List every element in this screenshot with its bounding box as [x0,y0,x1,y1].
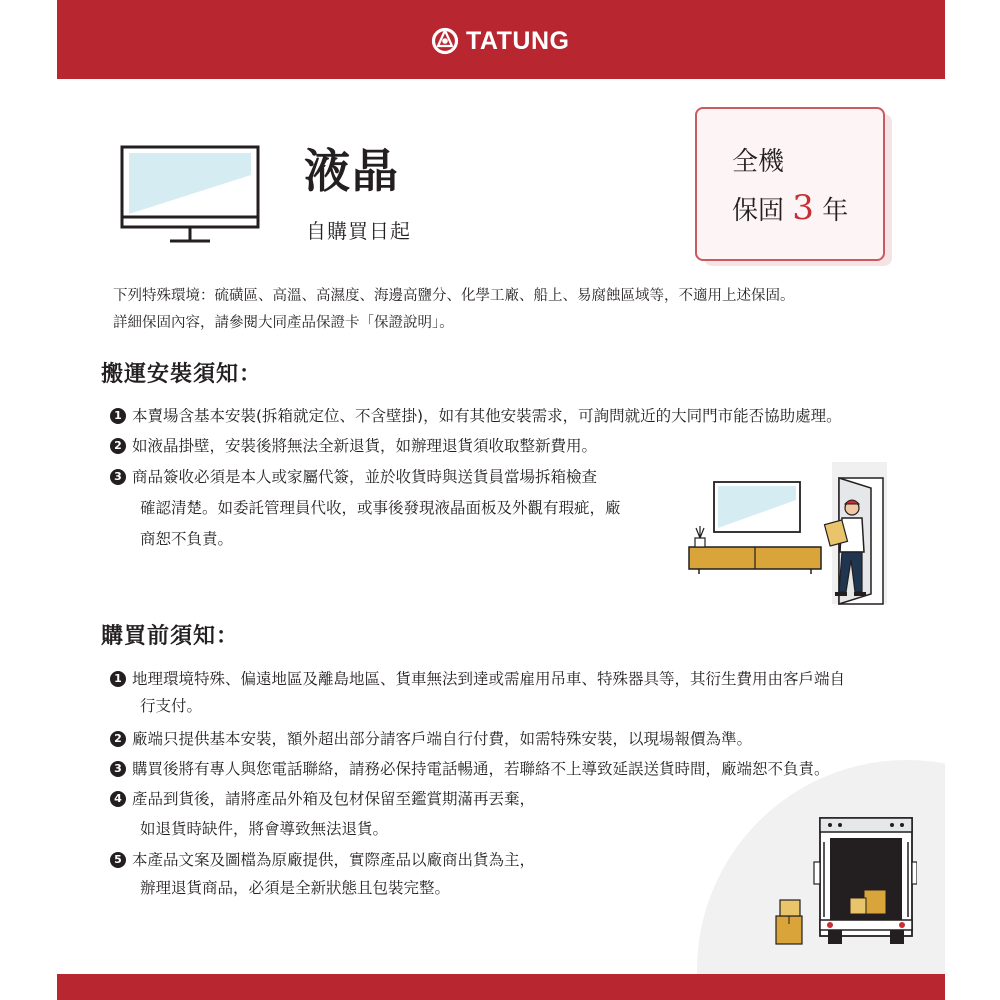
number-badge: 3 [110,761,126,777]
install-item-1-text: 本賣場含基本安裝(拆箱就定位、不含壁掛)，如有其他安裝需求，可詢問就近的大同門市能否協助處理。 [132,407,842,425]
purchase-item-1-text: 地理環境特殊、偏遠地區及離島地區、貨車無法到達或需雇用吊車、特殊器具等，其衍生費用由客戶端自 [132,670,846,688]
install-item-3-text: 商品簽收必須是本人或家屬代簽，並於收貨時與送貨員當場拆箱檢查 [132,468,598,486]
tatung-ring-logo-icon [430,26,460,56]
tv-installation-worker-illustration [687,460,892,608]
brand-name: TATUNG [466,26,570,55]
warranty-years: 3 [792,188,814,228]
footer-bar [57,974,945,1000]
product-title: 液晶 [304,144,400,198]
number-badge: 4 [110,791,126,807]
delivery-truck-illustration [772,812,917,950]
product-subtitle: 自購買日起 [306,219,411,243]
purchase-item-3-text: 購買後將有專人與您電話聯絡，請務必保持電話暢通，若聯絡不上導致延誤送貨時間，廠端恕不負責。 [132,760,830,778]
warranty-suffix: 年 [822,196,849,226]
purchase-item-4-cont: 如退貨時缺件，將會導致無法退貨。 [140,820,389,838]
purchase-item-4-text: 產品到貨後，請將產品外箱及包材保留至鑑賞期滿再丟棄， [132,790,536,808]
purchase-item-2 [110,728,752,750]
monitor-icon [120,145,260,245]
number-badge: 2 [110,438,126,454]
purchase-item-5-cont: 辦理退貨商品，必須是全新狀態且包裝完整。 [140,879,451,897]
number-badge: 5 [110,852,126,868]
warranty-line1: 全機 [732,147,785,177]
install-item-3-cont-2: 商恕不負責。 [140,530,234,548]
number-badge: 2 [110,731,126,747]
install-item-2-text: 如液晶掛壁，安裝後將無法全新退貨，如辦理退貨須收取整新費用。 [132,437,598,455]
install-section-title [101,360,262,392]
brand-logo [430,26,569,56]
install-item-3 [110,466,597,488]
number-badge: 1 [110,408,126,424]
number-badge: 3 [110,469,126,485]
install-item-1 [110,405,842,427]
purchase-section-title [101,622,239,654]
purchase-item-3 [110,758,830,780]
install-item-3-cont-1: 確認清楚。如委託管理員代收，或事後發現液晶面板及外觀有瑕疵，廠 [140,499,621,517]
notice-line-1: 下列特殊環境：硫磺區、高溫、高濕度、海邊高鹽分、化學工廠、船上、易腐蝕區域等，不適用上述保固。 [113,288,795,304]
warranty-prefix: 保固 [732,196,785,226]
product-notice-page [57,0,945,1000]
warranty-badge [695,107,885,261]
install-section-title-text: 搬運安裝須知： [101,362,263,387]
purchase-item-5 [110,849,535,871]
install-item-2 [110,435,597,457]
purchase-item-1 [110,668,845,690]
purchase-item-2-text: 廠端只提供基本安裝，額外超出部分請客戶端自行付費，如需特殊安裝，以現場報價為準。 [132,730,753,748]
number-badge: 1 [110,671,126,687]
purchase-section-title-text: 購買前須知： [101,624,240,649]
header-bar [57,0,945,79]
warranty-line2 [732,188,849,228]
notice-line-2: 詳細保固內容，請參閱大同產品保證卡「保證說明」。 [113,315,454,331]
purchase-item-4 [110,788,535,810]
purchase-item-1-cont: 行支付。 [140,697,203,715]
purchase-item-5-text: 本產品文案及圖檔為原廠提供，實際產品以廠商出貨為主， [132,851,536,869]
